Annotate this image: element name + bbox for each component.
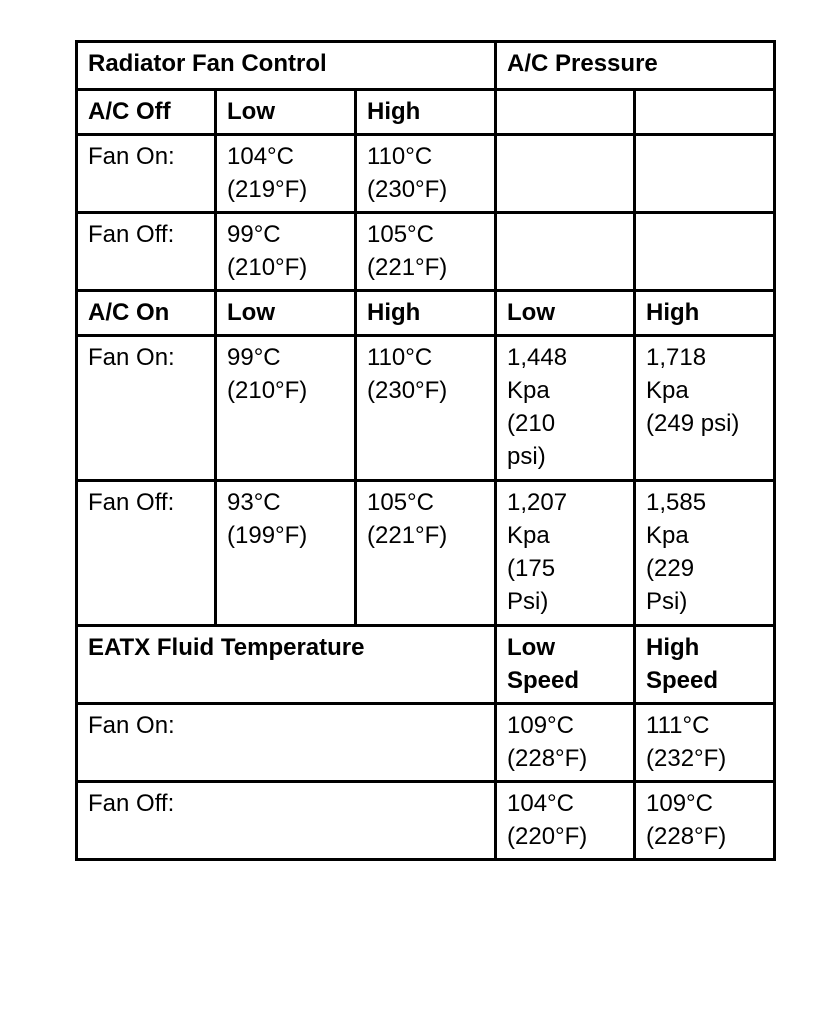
value-line: 110°C bbox=[367, 344, 433, 371]
eatx-fan-on-low bbox=[496, 704, 635, 782]
ac-on-fan-on-high bbox=[356, 336, 496, 481]
eatx-fluid-temperature-heading: EATX Fluid Temperature bbox=[77, 626, 496, 704]
value-line: 104°C bbox=[227, 143, 294, 170]
value-line: Kpa bbox=[646, 377, 689, 404]
ac-off-fan-off-label: Fan Off: bbox=[77, 213, 216, 291]
value-line: 104°C bbox=[507, 790, 574, 817]
value-line: 111°C bbox=[646, 712, 710, 739]
eatx-fan-off-low bbox=[496, 782, 635, 860]
pressure-high-header: High bbox=[635, 291, 775, 336]
empty-cell bbox=[496, 90, 635, 135]
header-line: Speed bbox=[507, 667, 580, 694]
value-line: (221°F) bbox=[367, 254, 448, 281]
ac-on-fan-on-label: Fan On: bbox=[77, 336, 216, 481]
table-row bbox=[77, 213, 775, 291]
table-row bbox=[77, 481, 775, 626]
value-line: (249 psi) bbox=[646, 410, 740, 437]
value-line: (210°F) bbox=[227, 254, 308, 281]
value-line: 1,207 bbox=[507, 489, 568, 516]
value-line: (175 bbox=[507, 555, 556, 582]
table-row bbox=[77, 291, 775, 336]
table-row bbox=[77, 336, 775, 481]
pressure-low-header: Low bbox=[496, 291, 635, 336]
eatx-fan-on-high bbox=[635, 704, 775, 782]
ac-off-fan-on-high bbox=[356, 135, 496, 213]
ac-on-fan-on-pressure-low bbox=[496, 336, 635, 481]
value-line: 109°C bbox=[646, 790, 713, 817]
ac-on-fan-on-low bbox=[216, 336, 356, 481]
value-line: (210 bbox=[507, 410, 556, 437]
value-line: (220°F) bbox=[507, 823, 588, 850]
ac-off-fan-on-low bbox=[216, 135, 356, 213]
eatx-fan-on-label: Fan On: bbox=[77, 704, 496, 782]
ac-on-fan-on-pressure-high bbox=[635, 336, 775, 481]
ac-on-fan-off-label: Fan Off: bbox=[77, 481, 216, 626]
value-line: 1,448 bbox=[507, 344, 568, 371]
value-line: Psi) bbox=[646, 588, 688, 615]
value-line: 93°C bbox=[227, 489, 281, 516]
table-row bbox=[77, 90, 775, 135]
value-line: (228°F) bbox=[646, 823, 727, 850]
ac-on-label: A/C On bbox=[77, 291, 216, 336]
value-line: (210°F) bbox=[227, 377, 308, 404]
fan-control-spec-table bbox=[75, 40, 776, 861]
ac-on-fan-off-pressure-low bbox=[496, 481, 635, 626]
value-line: 105°C bbox=[367, 489, 434, 516]
eatx-fan-off-high bbox=[635, 782, 775, 860]
table-row bbox=[77, 42, 775, 90]
empty-cell bbox=[635, 213, 775, 291]
value-line: (230°F) bbox=[367, 377, 448, 404]
eatx-low-speed-header bbox=[496, 626, 635, 704]
empty-cell bbox=[635, 135, 775, 213]
eatx-high-speed-header bbox=[635, 626, 775, 704]
ac-off-fan-off-low bbox=[216, 213, 356, 291]
ac-on-fan-off-low bbox=[216, 481, 356, 626]
value-line: (230°F) bbox=[367, 176, 448, 203]
value-line: Psi) bbox=[507, 588, 549, 615]
ac-on-fan-off-pressure-high bbox=[635, 481, 775, 626]
radiator-fan-control-heading: Radiator Fan Control bbox=[77, 42, 496, 90]
empty-cell bbox=[635, 90, 775, 135]
ac-pressure-heading: A/C Pressure bbox=[496, 42, 775, 90]
table-row bbox=[77, 782, 775, 860]
value-line: Kpa bbox=[507, 377, 550, 404]
table-row bbox=[77, 704, 775, 782]
value-line: 1,718 bbox=[646, 344, 707, 371]
ac-off-high-header: High bbox=[356, 90, 496, 135]
value-line: (229 bbox=[646, 555, 695, 582]
value-line: Kpa bbox=[646, 522, 689, 549]
value-line: (228°F) bbox=[507, 745, 588, 772]
value-line: 1,585 bbox=[646, 489, 707, 516]
value-line: psi) bbox=[507, 443, 546, 470]
empty-cell bbox=[496, 135, 635, 213]
value-line: (221°F) bbox=[367, 522, 448, 549]
value-line: 110°C bbox=[367, 143, 433, 170]
value-line: 99°C bbox=[227, 221, 281, 248]
empty-cell bbox=[496, 213, 635, 291]
ac-off-fan-on-label: Fan On: bbox=[77, 135, 216, 213]
value-line: (199°F) bbox=[227, 522, 308, 549]
ac-off-label: A/C Off bbox=[77, 90, 216, 135]
table-row bbox=[77, 135, 775, 213]
table-row bbox=[77, 626, 775, 704]
ac-on-high-header: High bbox=[356, 291, 496, 336]
header-line: High bbox=[646, 634, 700, 661]
ac-on-fan-off-high bbox=[356, 481, 496, 626]
header-line: Low bbox=[507, 634, 556, 661]
value-line: (219°F) bbox=[227, 176, 308, 203]
value-line: Kpa bbox=[507, 522, 550, 549]
value-line: 109°C bbox=[507, 712, 574, 739]
ac-on-low-header: Low bbox=[216, 291, 356, 336]
eatx-fan-off-label: Fan Off: bbox=[77, 782, 496, 860]
ac-off-low-header: Low bbox=[216, 90, 356, 135]
header-line: Speed bbox=[646, 667, 719, 694]
value-line: 105°C bbox=[367, 221, 434, 248]
value-line: (232°F) bbox=[646, 745, 727, 772]
value-line: 99°C bbox=[227, 344, 281, 371]
ac-off-fan-off-high bbox=[356, 213, 496, 291]
